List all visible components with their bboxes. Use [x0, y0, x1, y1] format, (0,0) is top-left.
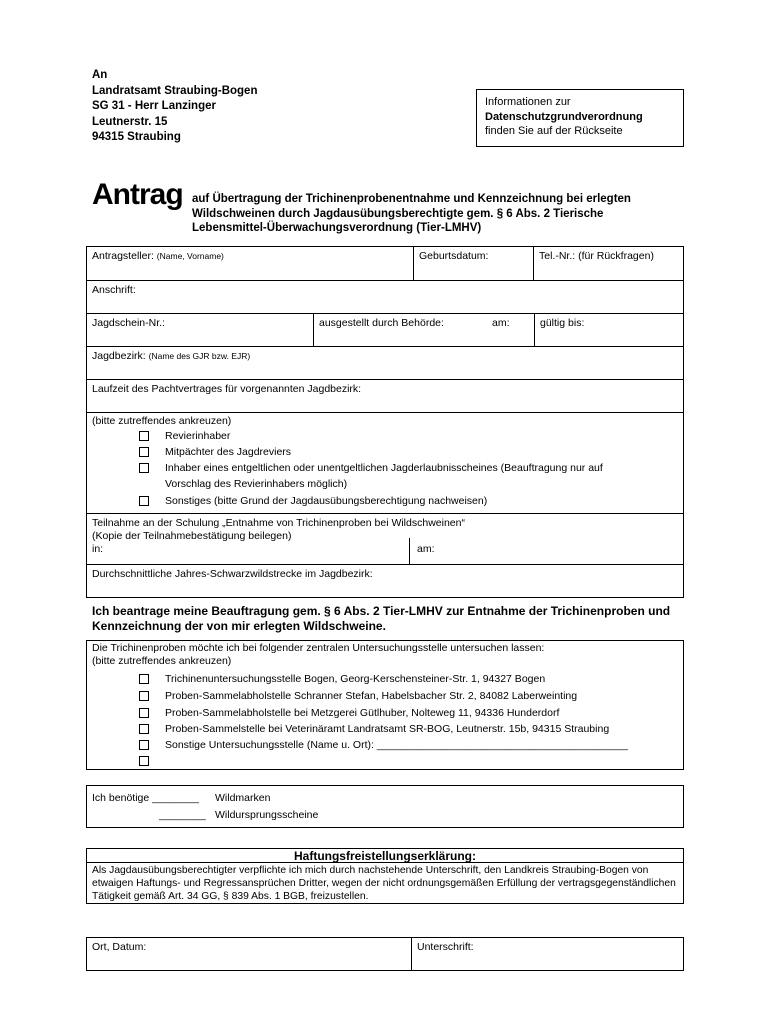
info-line: finden Sie auf der Rückseite — [485, 125, 623, 137]
liability-text: Als Jagdausübungsberechtigter verpflichte ich mich durch nachstehende Unterschrift, den Landkreis Straubing-Bogen von etwaigen Haftungs- und Regressansprüchen Dritter, wegen der nicht ordnungsgemäßen Erfüllung der vertragsgegenständlichen Tätigkeit gemäß Art. 34 GG, § 839 Abs. 1 BGB, freizustellen. — [92, 865, 676, 902]
phone-field[interactable] — [533, 247, 683, 280]
station-option-label: Proben-Sammelstelle bei Veterinäramt Landratsamt SR-BOG, Leutnerstr. 15b, 94315 Straubing — [165, 723, 610, 735]
hunting-district-label: Jagdbezirk: — [92, 350, 146, 362]
phone-label: Tel.-Nr.: — [539, 250, 576, 262]
examination-station-box — [86, 640, 684, 770]
request-heading: Ich beantrage meine Beauftragung gem. § 6 Abs. 2 Tier-LMHV zur Entnahme der Trichinenproben und Kennzeichnung der von mir erlegten Wildschweine. — [92, 604, 671, 633]
station-option-label: Proben-Sammelabholstelle Schranner Stefan, Habelsbacher Str. 2, 84082 Laberweinting — [165, 690, 578, 702]
signature-label: Unterschrift: — [417, 941, 474, 953]
role-option-label: Inhaber eines entgeltlichen oder unentgeltlichen Jagderlaubnisscheines (Beauftragung nur auf — [165, 462, 603, 474]
training-hint: (Kopie der Teilnahmebestätigung beilegen) — [92, 530, 292, 542]
station-option-label: Sonstige Untersuchungsstelle (Name u. Ort): ___________________________________________ — [165, 739, 628, 751]
info-line: Informationen zur — [485, 96, 571, 108]
applicant-label: Antragsteller: — [92, 250, 154, 262]
role-checkbox-revierinhaber[interactable] — [139, 431, 149, 441]
role-checkbox-sonstiges[interactable] — [139, 496, 149, 506]
address-line: SG 31 - Herr Lanzinger — [92, 100, 216, 112]
privacy-info-box — [476, 89, 684, 147]
issuing-authority-label: ausgestellt durch Behörde: — [319, 317, 444, 329]
station-checkbox-extra[interactable] — [139, 756, 149, 766]
place-date-label: Ort, Datum: — [92, 941, 147, 953]
birthdate-label: Geburtsdatum: — [419, 250, 489, 262]
harvest-field[interactable] — [87, 565, 683, 597]
role-checkbox-mitpaechter[interactable] — [139, 447, 149, 457]
training-location-field[interactable] — [87, 540, 409, 564]
training-location-label: in: — [92, 543, 104, 555]
hunting-district-row — [86, 346, 684, 380]
hunting-district-field[interactable] — [87, 347, 683, 379]
license-number-label: Jagdschein-Nr.: — [92, 317, 165, 329]
role-checkbox-erlaubnisschein[interactable] — [139, 463, 149, 473]
role-option-label-continued: Vorschlag des Revierinhabers möglich) — [165, 478, 348, 490]
liability-text-box — [86, 862, 684, 904]
applicant-name-field[interactable] — [87, 247, 413, 280]
address-line: 94315 Straubing — [92, 131, 181, 143]
signature-field[interactable] — [411, 938, 683, 970]
applicant-row — [86, 246, 684, 281]
station-checkbox-bogen[interactable] — [139, 674, 149, 684]
harvest-label: Durchschnittliche Jahres-Schwarzwildstrecke im Jagdbezirk: — [92, 568, 373, 580]
training-label: Teilnahme an der Schulung „Entnahme von Trichinenproben bei Wildschweinen“ — [92, 517, 465, 529]
role-selection-row — [86, 412, 684, 514]
valid-until-field[interactable] — [534, 314, 683, 346]
training-row — [86, 513, 684, 565]
station-option-label: Trichinenuntersuchungsstelle Bogen, Georg-Kerschensteiner-Str. 1, 94327 Bogen — [165, 673, 546, 685]
signature-row — [86, 937, 684, 971]
form-title-description: auf Übertragung der Trichinenprobenentnahme und Kennzeichnung bei erlegten Wildschweinen durch Jagdausübungsberechtigte gem. § 6 Abs. 2 Tierische Lebensmittel-Überwachungsverordnung (Tier-LMHV) — [192, 193, 631, 234]
marks-scheine-label: Wildursprungsscheine — [215, 809, 319, 821]
role-instruction: (bitte zutreffendes ankreuzen) — [92, 415, 232, 427]
lease-term-field[interactable] — [87, 380, 683, 412]
liability-title: Haftungsfreistellungserklärung: — [293, 849, 477, 863]
role-option-label: Sonstiges (bitte Grund der Jagdausübungsberechtigung nachweisen) — [165, 495, 488, 507]
lease-term-row — [86, 379, 684, 413]
address-line: Leutnerstr. 15 — [92, 115, 168, 128]
marks-wildmarken-label: Wildmarken — [215, 792, 271, 804]
address-line: An — [92, 69, 108, 81]
station-checkbox-sonstige[interactable] — [139, 740, 149, 750]
training-date-field[interactable] — [409, 540, 683, 564]
birthdate-field[interactable] — [413, 247, 533, 280]
info-line-bold: Datenschutzgrundverordnung — [485, 110, 643, 123]
address-field[interactable] — [87, 281, 683, 313]
valid-until-label: gültig bis: — [540, 317, 585, 329]
station-instruction: (bitte zutreffendes ankreuzen) — [92, 655, 232, 667]
marks-box — [86, 785, 684, 828]
address-row — [86, 280, 684, 314]
address-label: Anschrift: — [92, 284, 136, 296]
hunting-district-hint: (Name des GJR bzw. EJR) — [148, 351, 251, 361]
hunting-license-row — [86, 313, 684, 347]
recipient-address — [92, 68, 257, 146]
role-option-label: Mitpächter des Jagdreviers — [165, 446, 292, 458]
station-option-label: Proben-Sammelabholstelle bei Metzgerei Gütlhuber, Nolteweg 11, 94336 Hunderdorf — [165, 707, 560, 719]
liability-title-box — [86, 848, 684, 863]
applicant-hint: (Name, Vorname) — [156, 251, 224, 261]
marks-prefix: Ich benötige ________ — [92, 792, 199, 804]
issued-on-label: am: — [492, 317, 510, 329]
issuing-authority-field[interactable] — [313, 314, 534, 346]
training-date-label: am: — [417, 543, 435, 555]
license-number-field[interactable] — [87, 314, 313, 346]
harvest-row — [86, 564, 684, 598]
phone-hint: (für Rückfragen) — [578, 250, 654, 262]
form-title: Antrag — [92, 178, 183, 211]
station-checkbox-schranner[interactable] — [139, 691, 149, 701]
lease-term-label: Laufzeit des Pachtvertrages für vorgenannten Jagdbezirk: — [92, 383, 362, 395]
address-line: Landratsamt Straubing-Bogen — [92, 84, 258, 97]
place-date-field[interactable] — [87, 938, 411, 970]
station-checkbox-veterinaeramt[interactable] — [139, 724, 149, 734]
marks-blank: ________ — [159, 809, 206, 821]
station-intro: Die Trichinenproben möchte ich bei folgender zentralen Untersuchungsstelle untersuchen lassen: — [92, 642, 545, 654]
role-option-label: Revierinhaber — [165, 430, 231, 442]
station-checkbox-guetlhuber[interactable] — [139, 708, 149, 718]
